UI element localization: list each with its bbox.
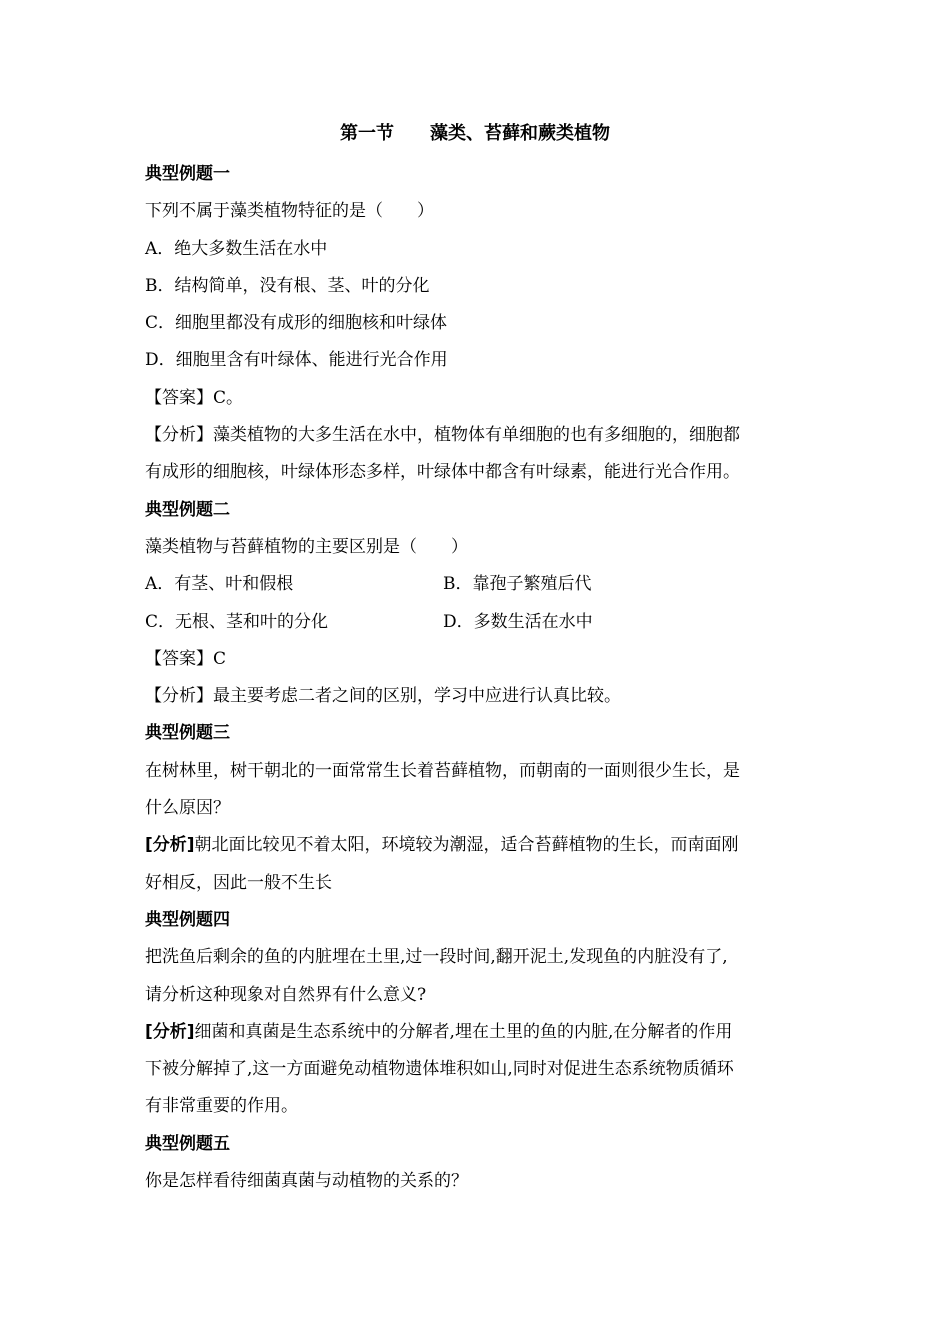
- example-4-question-line-1: 把洗鱼后剩余的鱼的内脏埋在土里,过一段时间,翻开泥土,发现鱼的内脏没有了,: [145, 947, 728, 968]
- example-3-analysis-text: 朝北面比较见不着太阳，环境较为潮湿，适合苔藓植物的生长，而南面刚: [194, 835, 739, 856]
- example-3-analysis-line-2: 好相反，因此一般不生长: [145, 872, 332, 893]
- example-5-heading: 典型例题五: [145, 1133, 230, 1154]
- example-1-analysis-line-2: 有成形的细胞核，叶绿体形态多样，叶绿体中都含有叶绿素，能进行光合作用。: [145, 462, 740, 483]
- example-2-heading: 典型例题二: [145, 499, 230, 520]
- example-1-analysis-line-1: 【分析】藻类植物的大多生活在水中，植物体有单细胞的也有多细胞的，细胞都: [145, 425, 740, 446]
- example-3-heading: 典型例题三: [145, 723, 230, 744]
- example-4-analysis-label: [分析]: [145, 1021, 195, 1042]
- example-4-analysis-line-3: 有非常重要的作用。: [145, 1096, 298, 1117]
- example-4-analysis-text: 细菌和真菌是生态系统中的分解者,埋在土里的鱼的内脏,在分解者的作用: [194, 1021, 733, 1042]
- document-body: [145, 156, 810, 1200]
- section-number: 第一节: [340, 123, 394, 144]
- example-2-option-b: B．靠孢子繁殖后代: [443, 574, 592, 595]
- example-2-option-a: A．有茎、叶和假根: [145, 574, 294, 595]
- example-4-question-line-2: 请分析这种现象对自然界有什么意义?: [145, 984, 427, 1005]
- example-4-analysis-line-2: 下被分解掉了,这一方面避免动植物遗体堆积如山,同时对促进生态系统物质循环: [145, 1059, 734, 1080]
- example-2-options-row-1: [145, 566, 810, 603]
- example-2-options-row-2: [145, 604, 810, 641]
- example-2-question: 藻类植物与苔藓植物的主要区别是（ ）: [145, 536, 468, 557]
- section-title: 藻类、苔藓和蕨类植物: [430, 123, 610, 144]
- example-2-option-d: D．多数生活在水中: [443, 611, 593, 632]
- example-4-heading: 典型例题四: [145, 909, 230, 930]
- example-2-analysis: 【分析】最主要考虑二者之间的区别，学习中应进行认真比较。: [145, 686, 621, 707]
- example-1-question: 下列不属于藻类植物特征的是（ ）: [145, 201, 434, 222]
- example-1-heading: 典型例题一: [145, 164, 230, 184]
- example-1-option-c: C．细胞里都没有成形的细胞核和叶绿体: [145, 313, 448, 334]
- example-1-option-a: A．绝大多数生活在水中: [145, 238, 328, 259]
- example-1-option-b: B．结构简单，没有根、茎、叶的分化: [145, 275, 430, 296]
- example-4-analysis-line-1: [145, 1014, 810, 1051]
- example-1-answer: 【答案】C。: [145, 387, 244, 408]
- example-3-question-line-1: 在树林里，树干朝北的一面常常生长着苔藓植物，而朝南的一面则很少生长，是: [145, 760, 740, 781]
- example-5-question: 你是怎样看待细菌真菌与动植物的关系的？: [145, 1171, 468, 1192]
- example-3-question-line-2: 什么原因？: [145, 798, 230, 819]
- example-2-answer: 【答案】C: [145, 648, 227, 669]
- example-3-analysis-line-1: [145, 827, 810, 864]
- example-2-option-c: C．无根、茎和叶的分化: [145, 611, 329, 632]
- example-1-option-d: D．细胞里含有叶绿体、能进行光合作用: [145, 350, 448, 371]
- page-title: [0, 121, 950, 147]
- example-3-analysis-label: [分析]: [145, 835, 195, 856]
